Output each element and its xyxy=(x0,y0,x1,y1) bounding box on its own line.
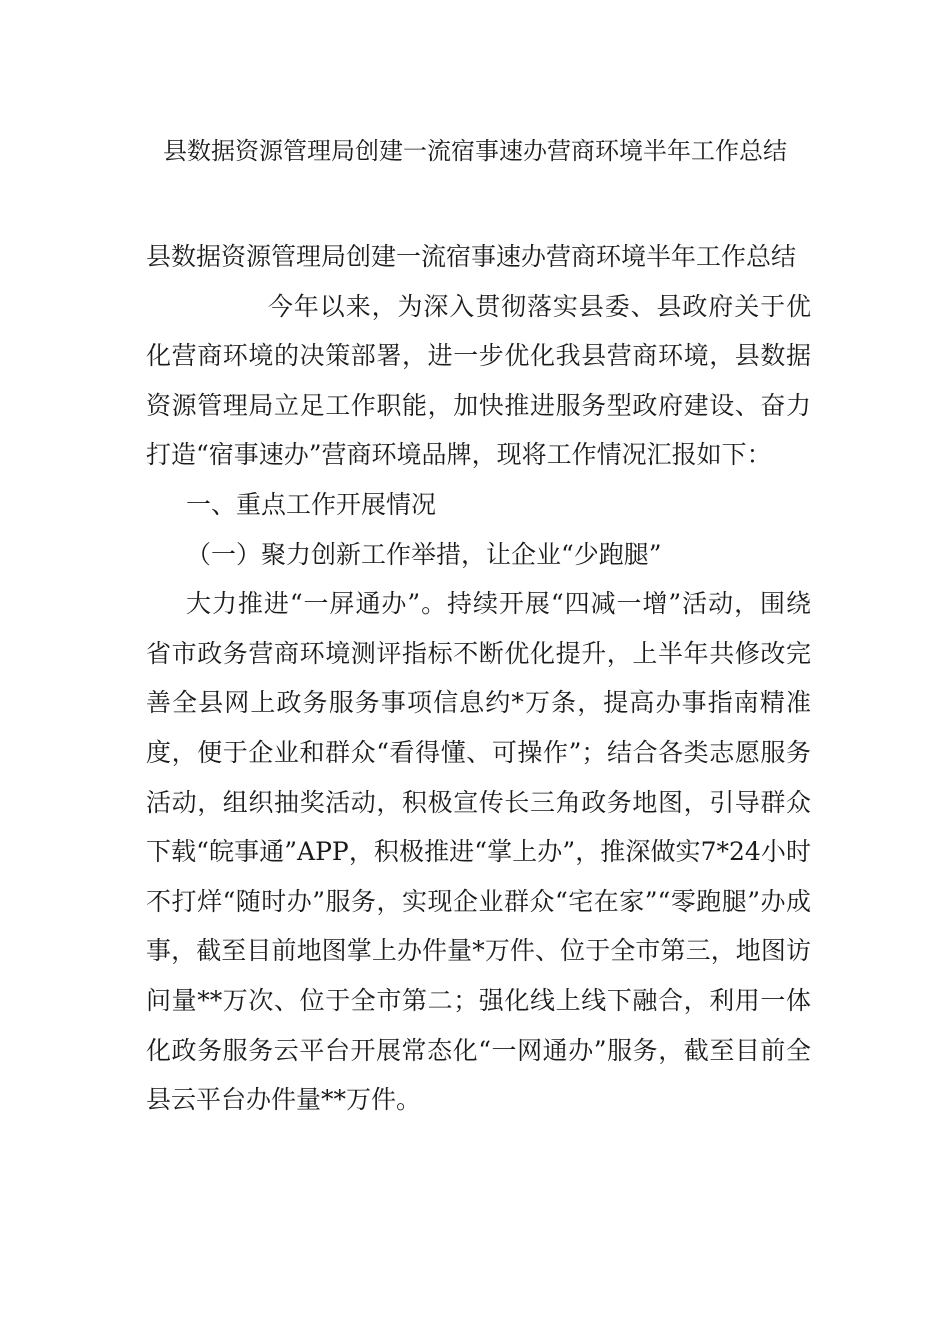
section-heading: 一、重点工作开展情况 xyxy=(186,489,437,519)
document-title: 县数据资源管理局创建一流宿事速办营商环境半年工作总结 xyxy=(163,137,787,165)
document-subtitle: 县数据资源管理局创建一流宿事速办营商环境半年工作总结 xyxy=(146,242,797,271)
document-body xyxy=(146,232,811,1125)
body-paragraph: 大力推进“一屏通办”。持续开展“四减一增”活动，围绕省市政务营商环境测评指标不断优化提升，上半年共修改完善全县网上政务服务事项信息约*万条，提高办事指南精准度，便于企业和群众“看得懂、可操作”；结合各类志愿服务活动，组织抽奖活动，积极宣传长三角政务地图，引导群众下载“皖事通”APP，积极推进“掌上办”，推深做实7*24小时不打烊“随时办”服务，实现企业群众“宅在家”“零跑腿”办成事，截至目前地图掌上办件量*万件、位于全市第三，地图访问量**万次、位于全市第二；强化线上线下融合，利用一体化政务服务云平台开展常态化“一网通办”服务，截至目前全县云平台办件量**万件。 xyxy=(146,589,811,1115)
subsection-heading: （一）聚力创新工作举措，让企业“少跑腿” xyxy=(186,539,662,569)
intro-paragraph: 今年以来，为深入贯彻落实县委、县政府关于优化营商环境的决策部署，进一步优化我县营商环境，县数据资源管理局立足工作职能，加快推进服务型政府建设、奋力打造“宿事速办”营商环境品牌，现将工作情况汇报如下： xyxy=(146,291,811,470)
